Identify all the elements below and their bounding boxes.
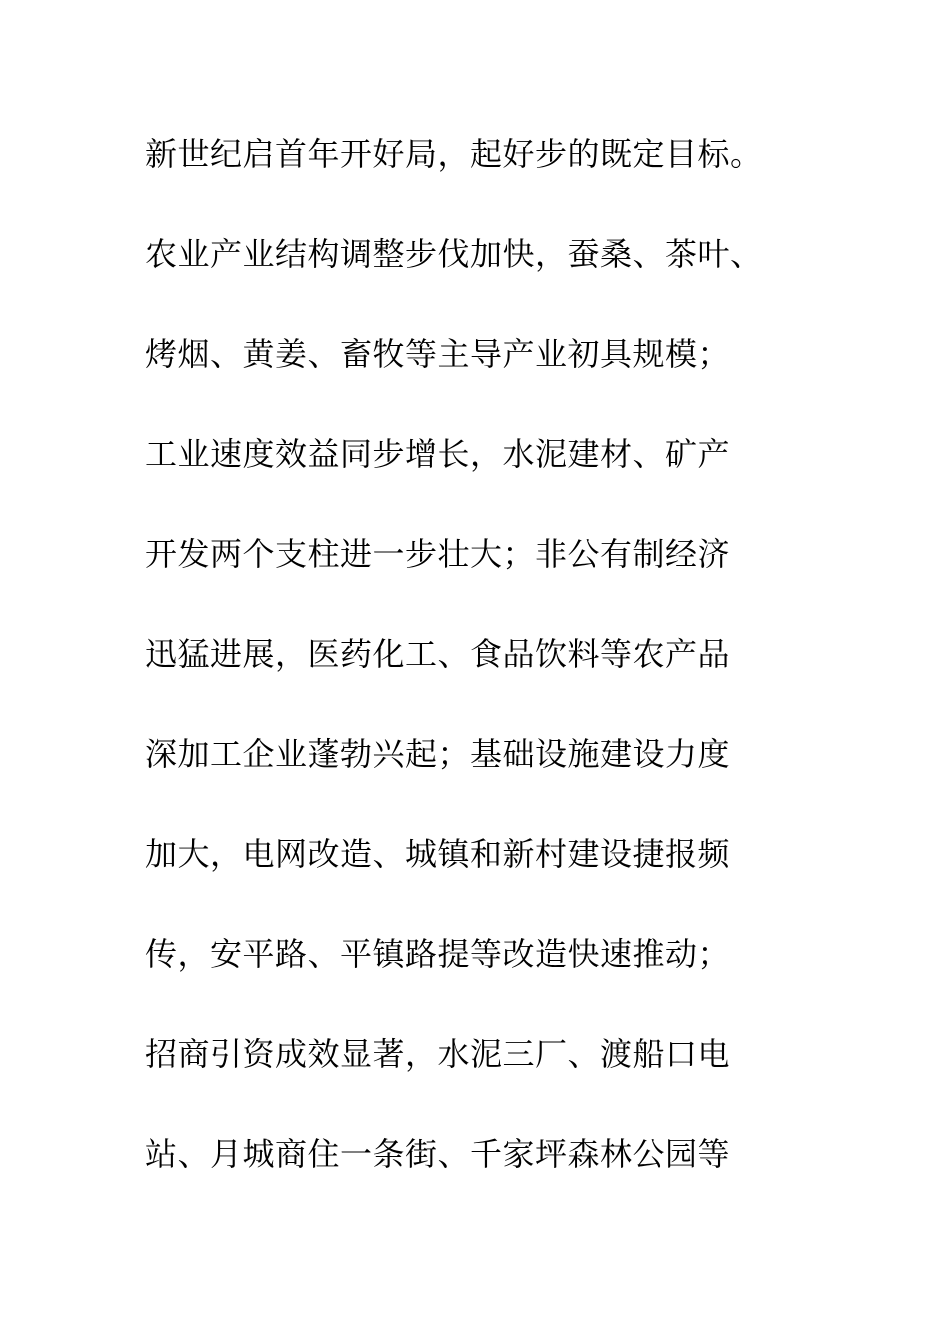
text-line: 迅猛进展，医药化工、食品饮料等农产品 xyxy=(145,635,731,673)
text-line: 深加工企业蓬勃兴起；基础设施建设力度 xyxy=(145,735,731,773)
text-line: 农业产业结构调整步伐加快，蚕桑、茶叶、 xyxy=(145,235,763,273)
text-line: 烤烟、黄姜、畜牧等主导产业初具规模； xyxy=(145,335,731,373)
text-line: 加大，电网改造、城镇和新村建设捷报频 xyxy=(145,835,731,873)
text-line: 招商引资成效显著，水泥三厂、渡船口电 xyxy=(145,1035,731,1073)
text-line: 站、月城商住一条街、千家坪森林公园等 xyxy=(145,1135,731,1173)
body-text xyxy=(145,128,825,1228)
text-line: 开发两个支柱进一步壮大；非公有制经济 xyxy=(145,535,731,573)
text-line: 新世纪启首年开好局，起好步的既定目标。 xyxy=(145,135,763,173)
text-line: 传，安平路、平镇路提等改造快速推动； xyxy=(145,935,731,973)
text-line: 工业速度效益同步增长，水泥建材、矿产 xyxy=(145,435,731,473)
